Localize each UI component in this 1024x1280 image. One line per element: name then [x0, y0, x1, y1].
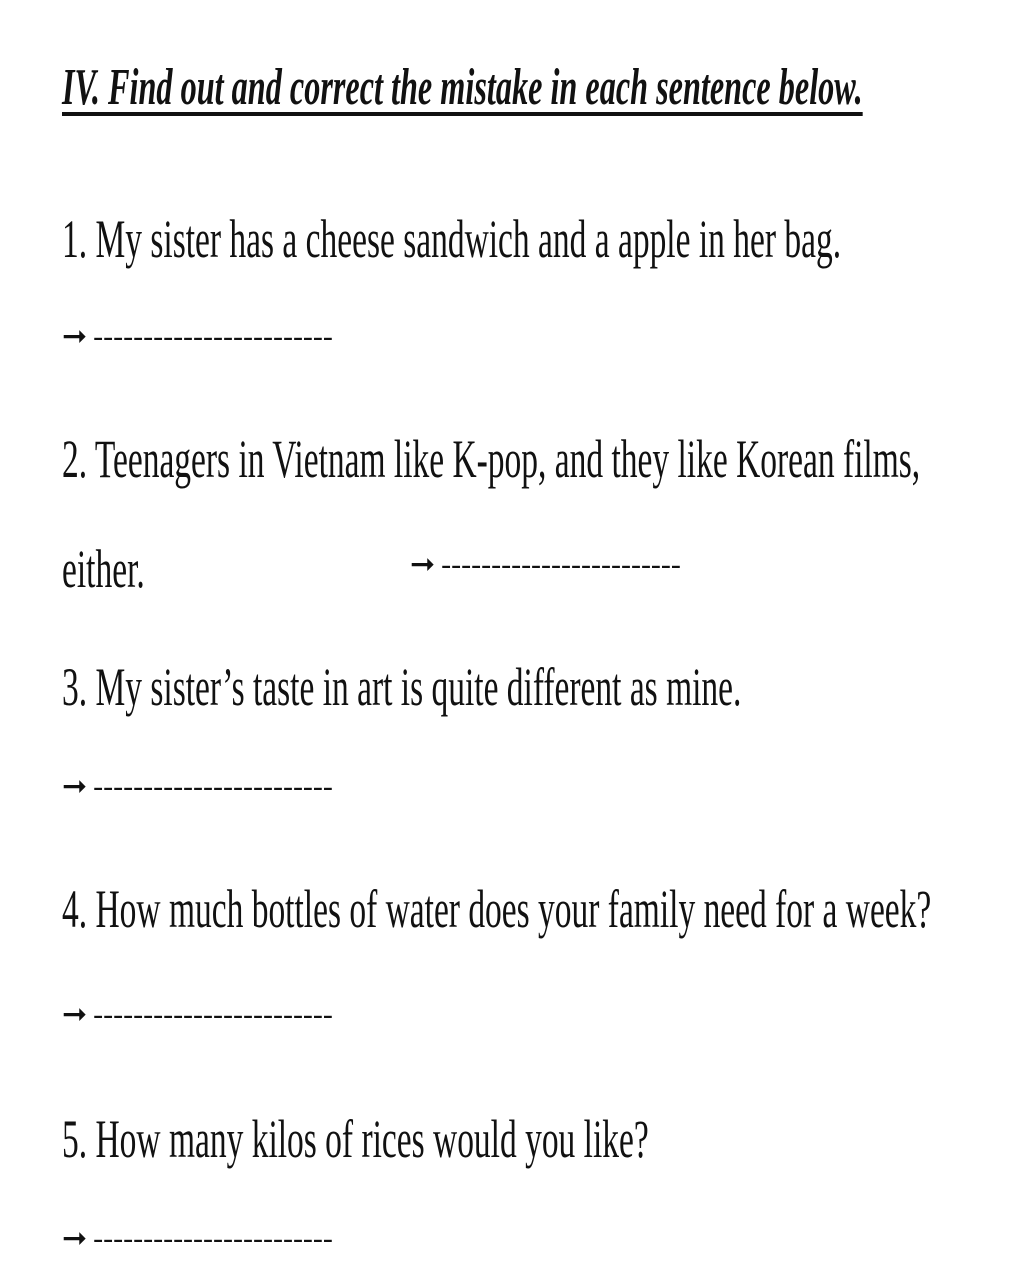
sentence-5: 5. How many kilos of rices would you like? — [62, 1109, 649, 1169]
answer-line-4 — [62, 1000, 333, 1030]
arrow-icon: ➞ — [62, 320, 88, 353]
answer-blank-5: ------------------------ — [93, 1222, 333, 1255]
answer-blank-4: ------------------------ — [93, 998, 333, 1031]
answer-line-1 — [62, 322, 333, 352]
answer-line-3 — [62, 772, 333, 802]
arrow-icon: ➞ — [62, 1222, 88, 1255]
answer-blank-2: ------------------------ — [441, 548, 681, 581]
sentence-3: 3. My sister’s taste in art is quite different as mine. — [62, 657, 742, 717]
answer-line-2 — [410, 550, 681, 580]
arrow-icon: ➞ — [62, 770, 88, 803]
answer-blank-3: ------------------------ — [93, 770, 333, 803]
sentence-4: 4. How much bottles of water does your family need for a week? — [62, 879, 932, 939]
sentence-2-continuation: either. — [62, 539, 145, 599]
answer-blank-1: ------------------------ — [93, 320, 333, 353]
arrow-icon: ➞ — [410, 548, 436, 581]
arrow-icon: ➞ — [62, 998, 88, 1031]
answer-line-5 — [62, 1224, 333, 1254]
exercise-heading: IV. Find out and correct the mistake in each sentence below. — [62, 59, 863, 116]
sentence-1: 1. My sister has a cheese sandwich and a apple in her bag. — [62, 209, 842, 269]
sentence-2: 2. Teenagers in Vietnam like K-pop, and they like Korean films, — [62, 429, 921, 489]
